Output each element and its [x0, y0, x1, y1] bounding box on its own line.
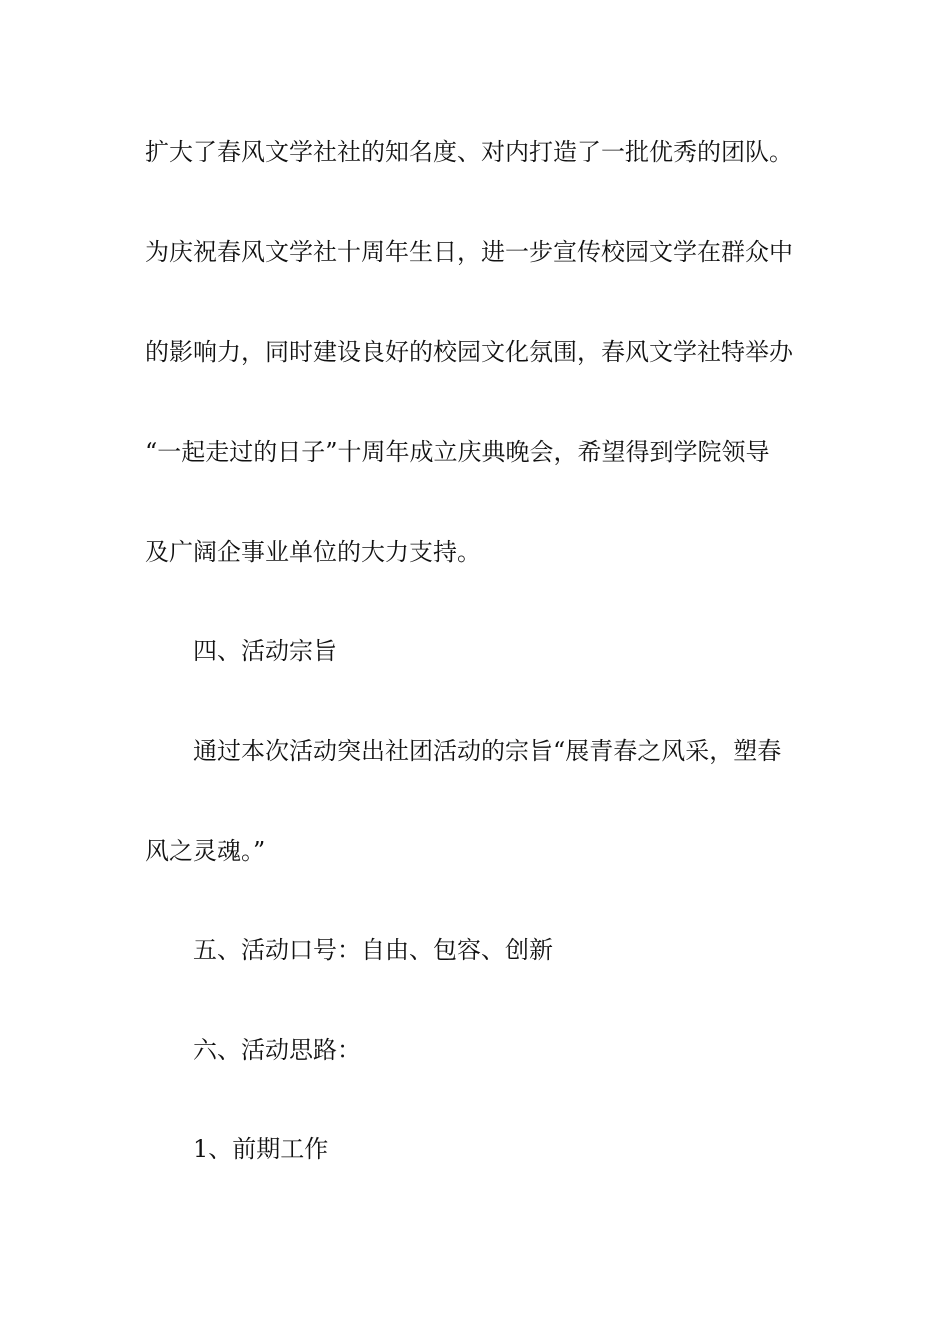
- subsection-heading-preparation: 1、前期工作: [193, 1135, 329, 1163]
- paragraph-line: 为庆祝春风文学社十周年生日，进一步宣传校园文学在群众中: [145, 238, 793, 266]
- paragraph-line: 扩大了春风文学社社的知名度、对内打造了一批优秀的团队。: [145, 138, 793, 166]
- paragraph-line: 及广阔企事业单位的大力支持。: [145, 538, 481, 566]
- section-heading-approach: 六、活动思路：: [193, 1036, 361, 1064]
- paragraph-line: “一起走过的日子”十周年成立庆典晚会，希望得到学院领导: [145, 438, 770, 466]
- paragraph-line: 的影响力，同时建设良好的校园文化氛围，春风文学社特举办: [145, 338, 793, 366]
- paragraph-line: 风之灵魂。”: [145, 837, 266, 865]
- paragraph-line: 通过本次活动突出社团活动的宗旨“展青春之风采，塑春: [193, 737, 782, 765]
- section-heading-purpose: 四、活动宗旨: [193, 637, 337, 665]
- section-heading-slogan: 五、活动口号：自由、包容、创新: [193, 936, 553, 964]
